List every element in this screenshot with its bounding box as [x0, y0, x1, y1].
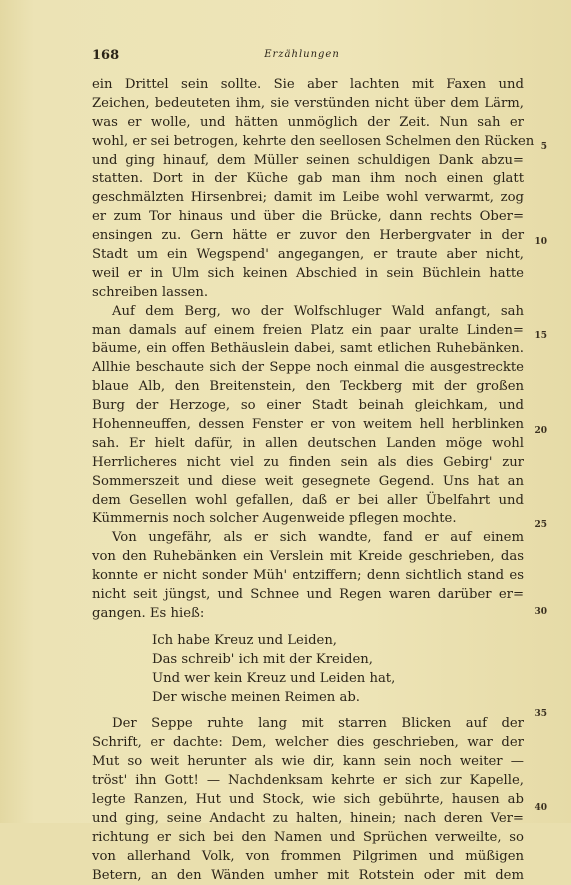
page-header — [92, 48, 512, 66]
text-line: und ging hinauf, dem Müller seinen schuldigen Dank abzu= — [92, 152, 524, 168]
text-line: Herrlicheres nicht viel zu finden sein als dies Gebirg' zur — [92, 454, 524, 470]
page-number: 168 — [92, 48, 120, 63]
text-line: Zeichen, bedeuteten ihm, sie verstünden nicht über dem Lärm, — [92, 95, 524, 111]
text-line: Sommerszeit und diese weit gesegnete Gegend. Uns hat an — [92, 473, 524, 489]
text-line: Stadt um ein Wegspend' angegangen, er traute aber nicht, — [92, 247, 524, 263]
line-number: 10 — [534, 237, 547, 247]
spacer — [92, 707, 524, 715]
text-line: von allerhand Volk, von frommen Pilgrimen und müßigen — [92, 848, 524, 864]
text-line: ein Drittel sein sollte. Sie aber lachten mit Faxen und — [92, 77, 524, 92]
line-number: 25 — [534, 520, 547, 530]
text-line: wohl, er sei betrogen, kehrte den seellosen Schelmen den Rücken — [92, 133, 535, 149]
text-line: Kümmernis noch solcher Augenweide pflegen mochte. — [92, 511, 457, 527]
text-line: gangen. Es hieß: — [92, 605, 205, 621]
body-text — [92, 76, 535, 885]
text-line: Hohenneuffen, dessen Fenster er von weitem hell herblinken — [92, 417, 524, 433]
text-line: Schrift, er dachte: Dem, welcher dies geschrieben, war der — [92, 735, 524, 751]
text-line: schreiben lassen. — [92, 284, 209, 300]
text-line: geschmälzten Hirsenbrei; damit im Leibe wohl verwarmt, zog — [92, 190, 524, 206]
verse-line: Ich habe Kreuz und Leiden, — [152, 632, 337, 648]
text-line: konnte er nicht sonder Müh' entziffern; denn sichtlich stand es — [92, 568, 524, 584]
line-number: 35 — [534, 709, 547, 719]
text-line: weil er in Ulm sich keinen Abschied in sein Büchlein hatte — [92, 265, 524, 281]
text-line: tröst' ihn Gott! — Nachdenksam kehrte er sich zur Kapelle, — [92, 773, 524, 789]
text-line: legte Ranzen, Hut und Stock, wie sich gebührte, hausen ab — [92, 791, 524, 807]
text-line: Betern, an den Wänden umher mit Rotstein oder mit dem — [92, 867, 524, 883]
text-line: was er wolle, und hätten unmöglich der Zeit. Nun sah er — [92, 114, 524, 130]
text-line: nicht seit jüngst, und Schnee und Regen waren darüber er= — [92, 587, 524, 603]
text-line: sah. Er hielt dafür, in allen deutschen Landen möge wohl — [92, 435, 524, 451]
text-line: und ging, seine Andacht zu halten, hinein; nach deren Ver= — [92, 810, 524, 826]
text-line: dem Gesellen wohl gefallen, daß er bei aller Übelfahrt und — [92, 492, 524, 508]
verse-line: Und wer kein Kreuz und Leiden hat, — [152, 670, 396, 686]
text-line: Allhie beschaute sich der Seppe noch einmal die ausgestreckte — [92, 360, 524, 376]
text-line: man damals auf einem freien Platz ein paar uralte Linden= — [92, 322, 524, 338]
verse-line: Das schreib' ich mit der Kreiden, — [152, 651, 373, 667]
text-line: statten. Dort in der Küche gab man ihm noch einen glatt — [92, 171, 524, 187]
text-line: Burg der Herzoge, so einer Stadt beinah gleichkam, und — [92, 398, 524, 414]
text-line: er zum Tor hinaus und über die Brücke, dann rechts Ober= — [92, 209, 524, 225]
text-line: richtung er sich bei den Namen und Sprüchen verweilte, so — [92, 829, 524, 845]
line-number: 5 — [540, 142, 547, 152]
verse-line: Der wische meinen Reimen ab. — [152, 689, 360, 705]
text-line: bäume, ein offen Bethäuslein dabei, samt etlichen Ruhebänken. — [92, 341, 524, 357]
text-line: Von ungefähr, als er sich wandte, fand er auf einem — [112, 530, 524, 546]
line-number: 40 — [534, 803, 547, 813]
text-line: ensingen zu. Gern hätte er zuvor den Herbergvater in der — [92, 228, 524, 244]
line-number: 30 — [534, 607, 547, 617]
text-line: Mut so weit herunter als wie dir, kann sein noch weiter — — [92, 754, 524, 770]
text-line: von den Ruhebänken ein Verslein mit Kreide geschrieben, das — [92, 549, 524, 565]
text-line: Auf dem Berg, wo der Wolfschluger Wald anfangt, sah — [112, 303, 524, 319]
line-number: 15 — [534, 331, 547, 341]
line-number: 20 — [534, 426, 547, 436]
text-line: blaue Alb, den Breitenstein, den Teckberg mit der großen — [92, 379, 524, 395]
text-line: Der Seppe ruhte lang mit starren Blicken auf der — [112, 716, 524, 732]
spacer — [92, 624, 524, 632]
running-title: Erzählungen — [264, 49, 340, 60]
